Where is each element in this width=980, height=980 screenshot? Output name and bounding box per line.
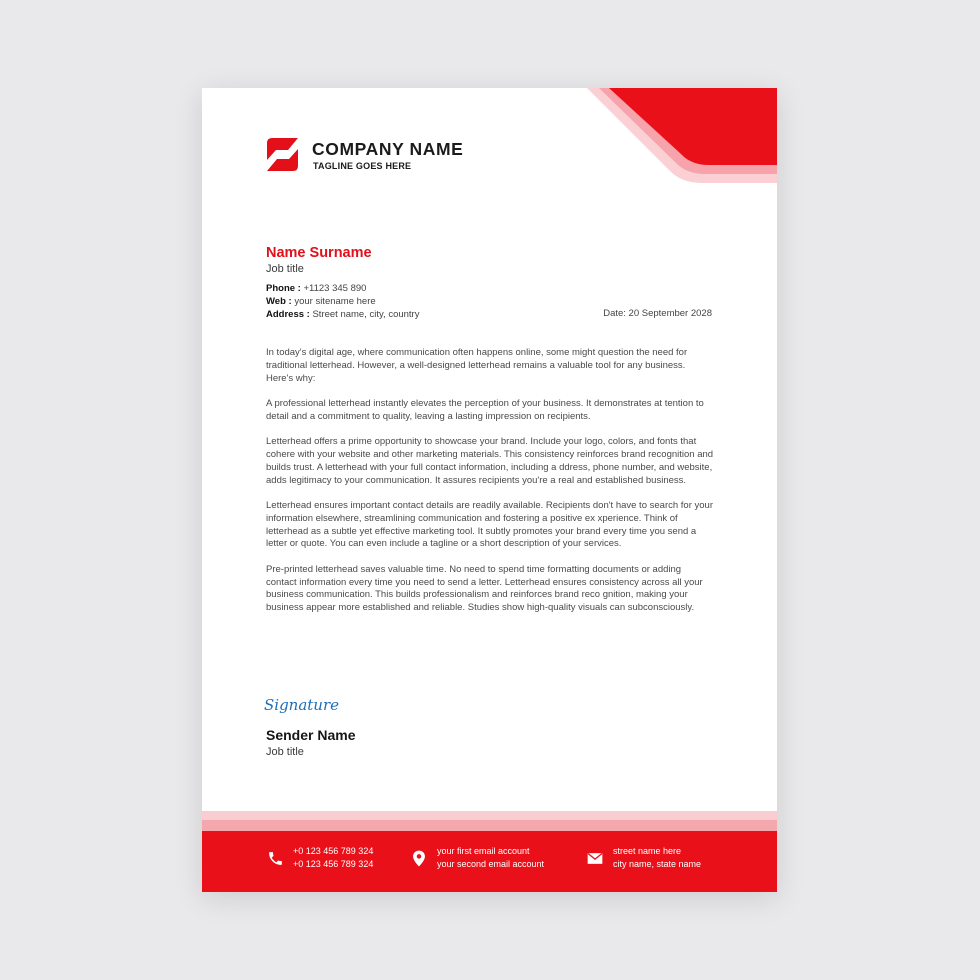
company-name: COMPANY NAME <box>312 139 464 159</box>
body-paragraph: A professional letterhead instantly elevates the perception of your business. It demonstrates at tention to detail and a commitment to quality, leaving a lasting impression on recipients. <box>266 397 704 422</box>
web-line <box>266 295 419 308</box>
footer-bar <box>202 831 777 892</box>
address-value: Street name, city, country <box>312 309 420 320</box>
recipient-job-title: Job title <box>266 263 304 275</box>
footer-address-2: city name, state name <box>613 859 702 869</box>
company-logo-icon <box>264 136 301 173</box>
letter-body <box>266 347 714 628</box>
letterhead-page <box>202 88 777 892</box>
phone-icon <box>266 849 284 867</box>
web-label: Web : <box>266 296 292 307</box>
footer-email <box>410 845 544 871</box>
body-paragraph: Letterhead ensures important contact details are readily available. Recipients don't have to search for your information elsewhere, streamlining communication and fostering a positive ex xperience. Think of letterhead as a subtle yet effective marketing tool. It subtly promotes your brand every time you send a letter or quote. You can even include a tagline or a short description of your services. <box>266 499 713 550</box>
phone-value: +1123 345 890 <box>303 283 367 294</box>
footer-phone <box>266 845 373 871</box>
company-tagline: TAGLINE GOES HERE <box>313 161 412 171</box>
web-value: your sitename here <box>294 296 376 307</box>
footer-email-1: your first email account <box>437 846 530 856</box>
location-pin-icon <box>410 849 428 867</box>
footer-phone-1: +0 123 456 789 324 <box>293 846 374 856</box>
recipient-name: Name Surname <box>266 245 372 261</box>
letter-date: Date: 20 September 2028 <box>603 308 712 319</box>
body-paragraph: In today's digital age, where communication often happens online, some might question the need for traditional letterhead. However, a well-designed letterhead remains a valuable tool for any business. Here's why: <box>266 347 688 384</box>
footer-phone-2: +0 123 456 789 324 <box>293 859 374 869</box>
phone-label: Phone : <box>266 283 301 294</box>
phone-line <box>266 282 419 295</box>
footer-stripe-medium <box>202 820 777 831</box>
corner-decoration <box>587 88 777 183</box>
signature-script: Signature <box>264 696 340 714</box>
recipient-contact <box>266 282 419 321</box>
address-line <box>266 308 419 321</box>
body-paragraph: Letterhead offers a prime opportunity to showcase your brand. Include your logo, colors, and fonts that cohere with your website and other marketing materials. This consistency reinforces brand recognition and builds trust. A letterhead with your full contact information, including a ddress, phone number, and website, adds legitimacy to your communication. It assures recipients you're a real and established business. <box>266 436 714 486</box>
footer-stripe-light <box>202 811 777 820</box>
address-label: Address : <box>266 309 310 320</box>
sender-name: Sender Name <box>266 727 356 743</box>
footer-email-2: your second email account <box>437 859 545 869</box>
sender-job-title: Job title <box>266 746 304 758</box>
footer-address-1: street name here <box>613 846 682 856</box>
body-paragraph: Pre-printed letterhead saves valuable time. No need to spend time formatting documents or adding contact information every time you need to send a letter. Letterhead ensures consistency across all your business communication. This builds professionalism and reinforces brand reco gnition, making your business appear more established and reliable. Studies show high-quality visuals can subconsciously. <box>266 563 703 614</box>
footer-address <box>586 845 701 871</box>
envelope-icon <box>586 849 604 867</box>
